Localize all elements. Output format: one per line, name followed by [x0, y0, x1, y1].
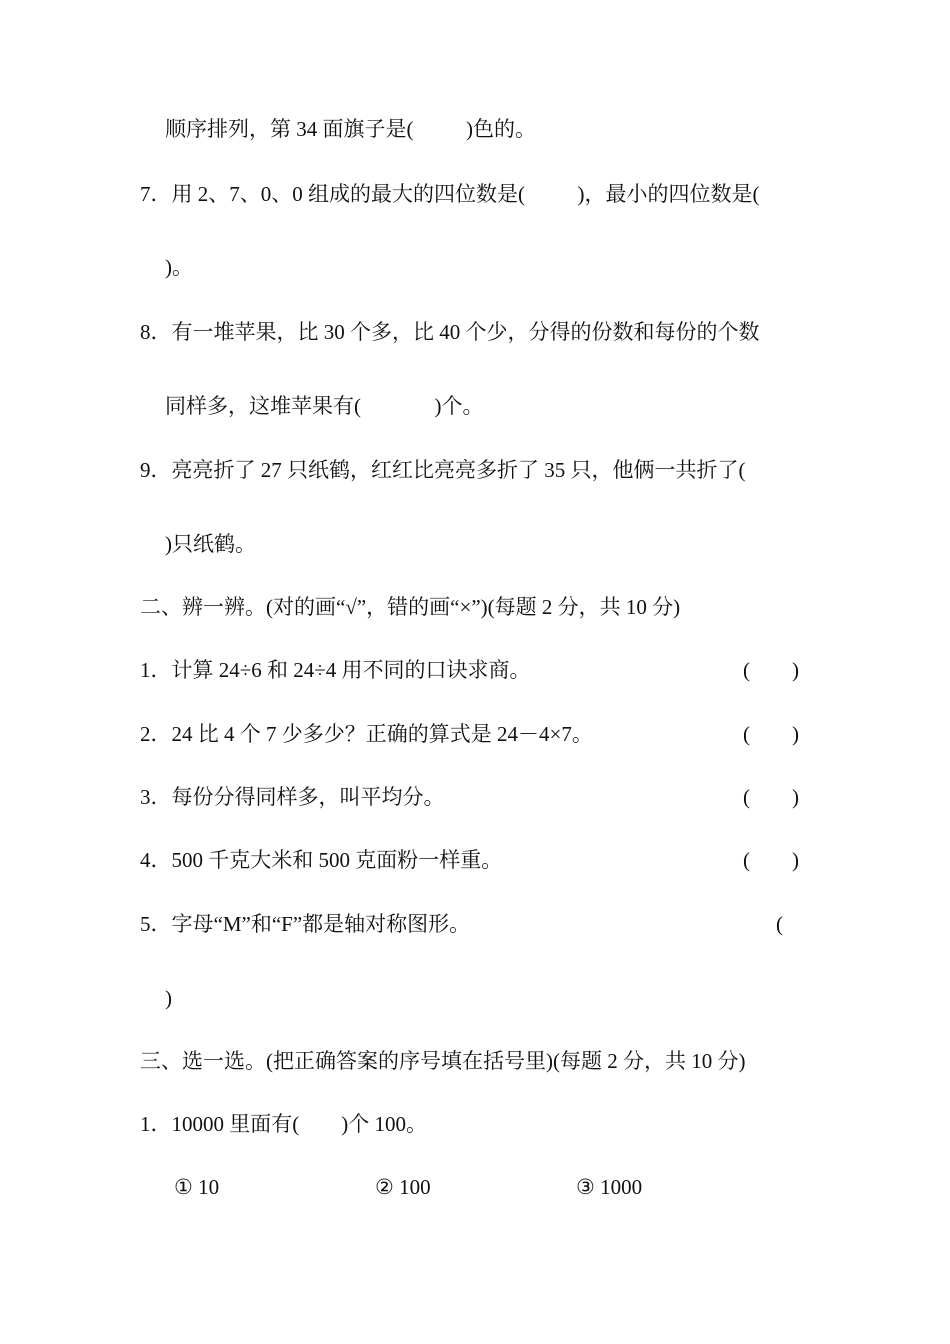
answer-bracket-close: ): [165, 986, 172, 1010]
answer-bracket[interactable]: ( ): [743, 658, 799, 682]
option-3[interactable]: ③ 1000: [576, 1175, 643, 1199]
text-line: )只纸鹤。: [165, 532, 256, 556]
text-line: )。: [165, 255, 193, 279]
answer-bracket[interactable]: ( ): [743, 848, 799, 872]
question-7: 7．用 2、7、0、0 组成的最大的四位数是( )，最小的四位数是(: [140, 182, 760, 206]
judge-item-2: 2．24 比 4 个 7 少多少？正确的算式是 24－4×7。: [140, 722, 593, 746]
question-9: 9．亮亮折了 27 只纸鹤，红红比亮亮多折了 35 只，他俩一共折了(: [140, 458, 746, 482]
judge-item-4: 4．500 千克大米和 500 克面粉一样重。: [140, 848, 503, 872]
question-8: 8．有一堆苹果，比 30 个多，比 40 个少，分得的份数和每份的个数: [140, 320, 760, 344]
choice-question-1: 1．10000 里面有( )个 100。: [140, 1112, 427, 1136]
judge-item-3: 3．每份分得同样多，叫平均分。: [140, 785, 445, 809]
judge-item-5: 5．字母“M”和“F”都是轴对称图形。: [140, 912, 471, 936]
judge-item-1: 1．计算 24÷6 和 24÷4 用不同的口诀求商。: [140, 658, 531, 682]
answer-bracket-open[interactable]: (: [776, 912, 783, 936]
section-2-heading: 二、辨一辨。(对的画“√”，错的画“×”)(每题 2 分，共 10 分): [140, 595, 681, 619]
option-1[interactable]: ① 10: [174, 1175, 220, 1199]
answer-bracket[interactable]: ( ): [743, 722, 799, 746]
text-line: 顺序排列，第 34 面旗子是( )色的。: [165, 117, 536, 141]
section-3-heading: 三、选一选。(把正确答案的序号填在括号里)(每题 2 分，共 10 分): [140, 1049, 746, 1073]
answer-bracket[interactable]: ( ): [743, 785, 799, 809]
option-2[interactable]: ② 100: [375, 1175, 431, 1199]
text-line: 同样多，这堆苹果有( )个。: [165, 394, 484, 418]
